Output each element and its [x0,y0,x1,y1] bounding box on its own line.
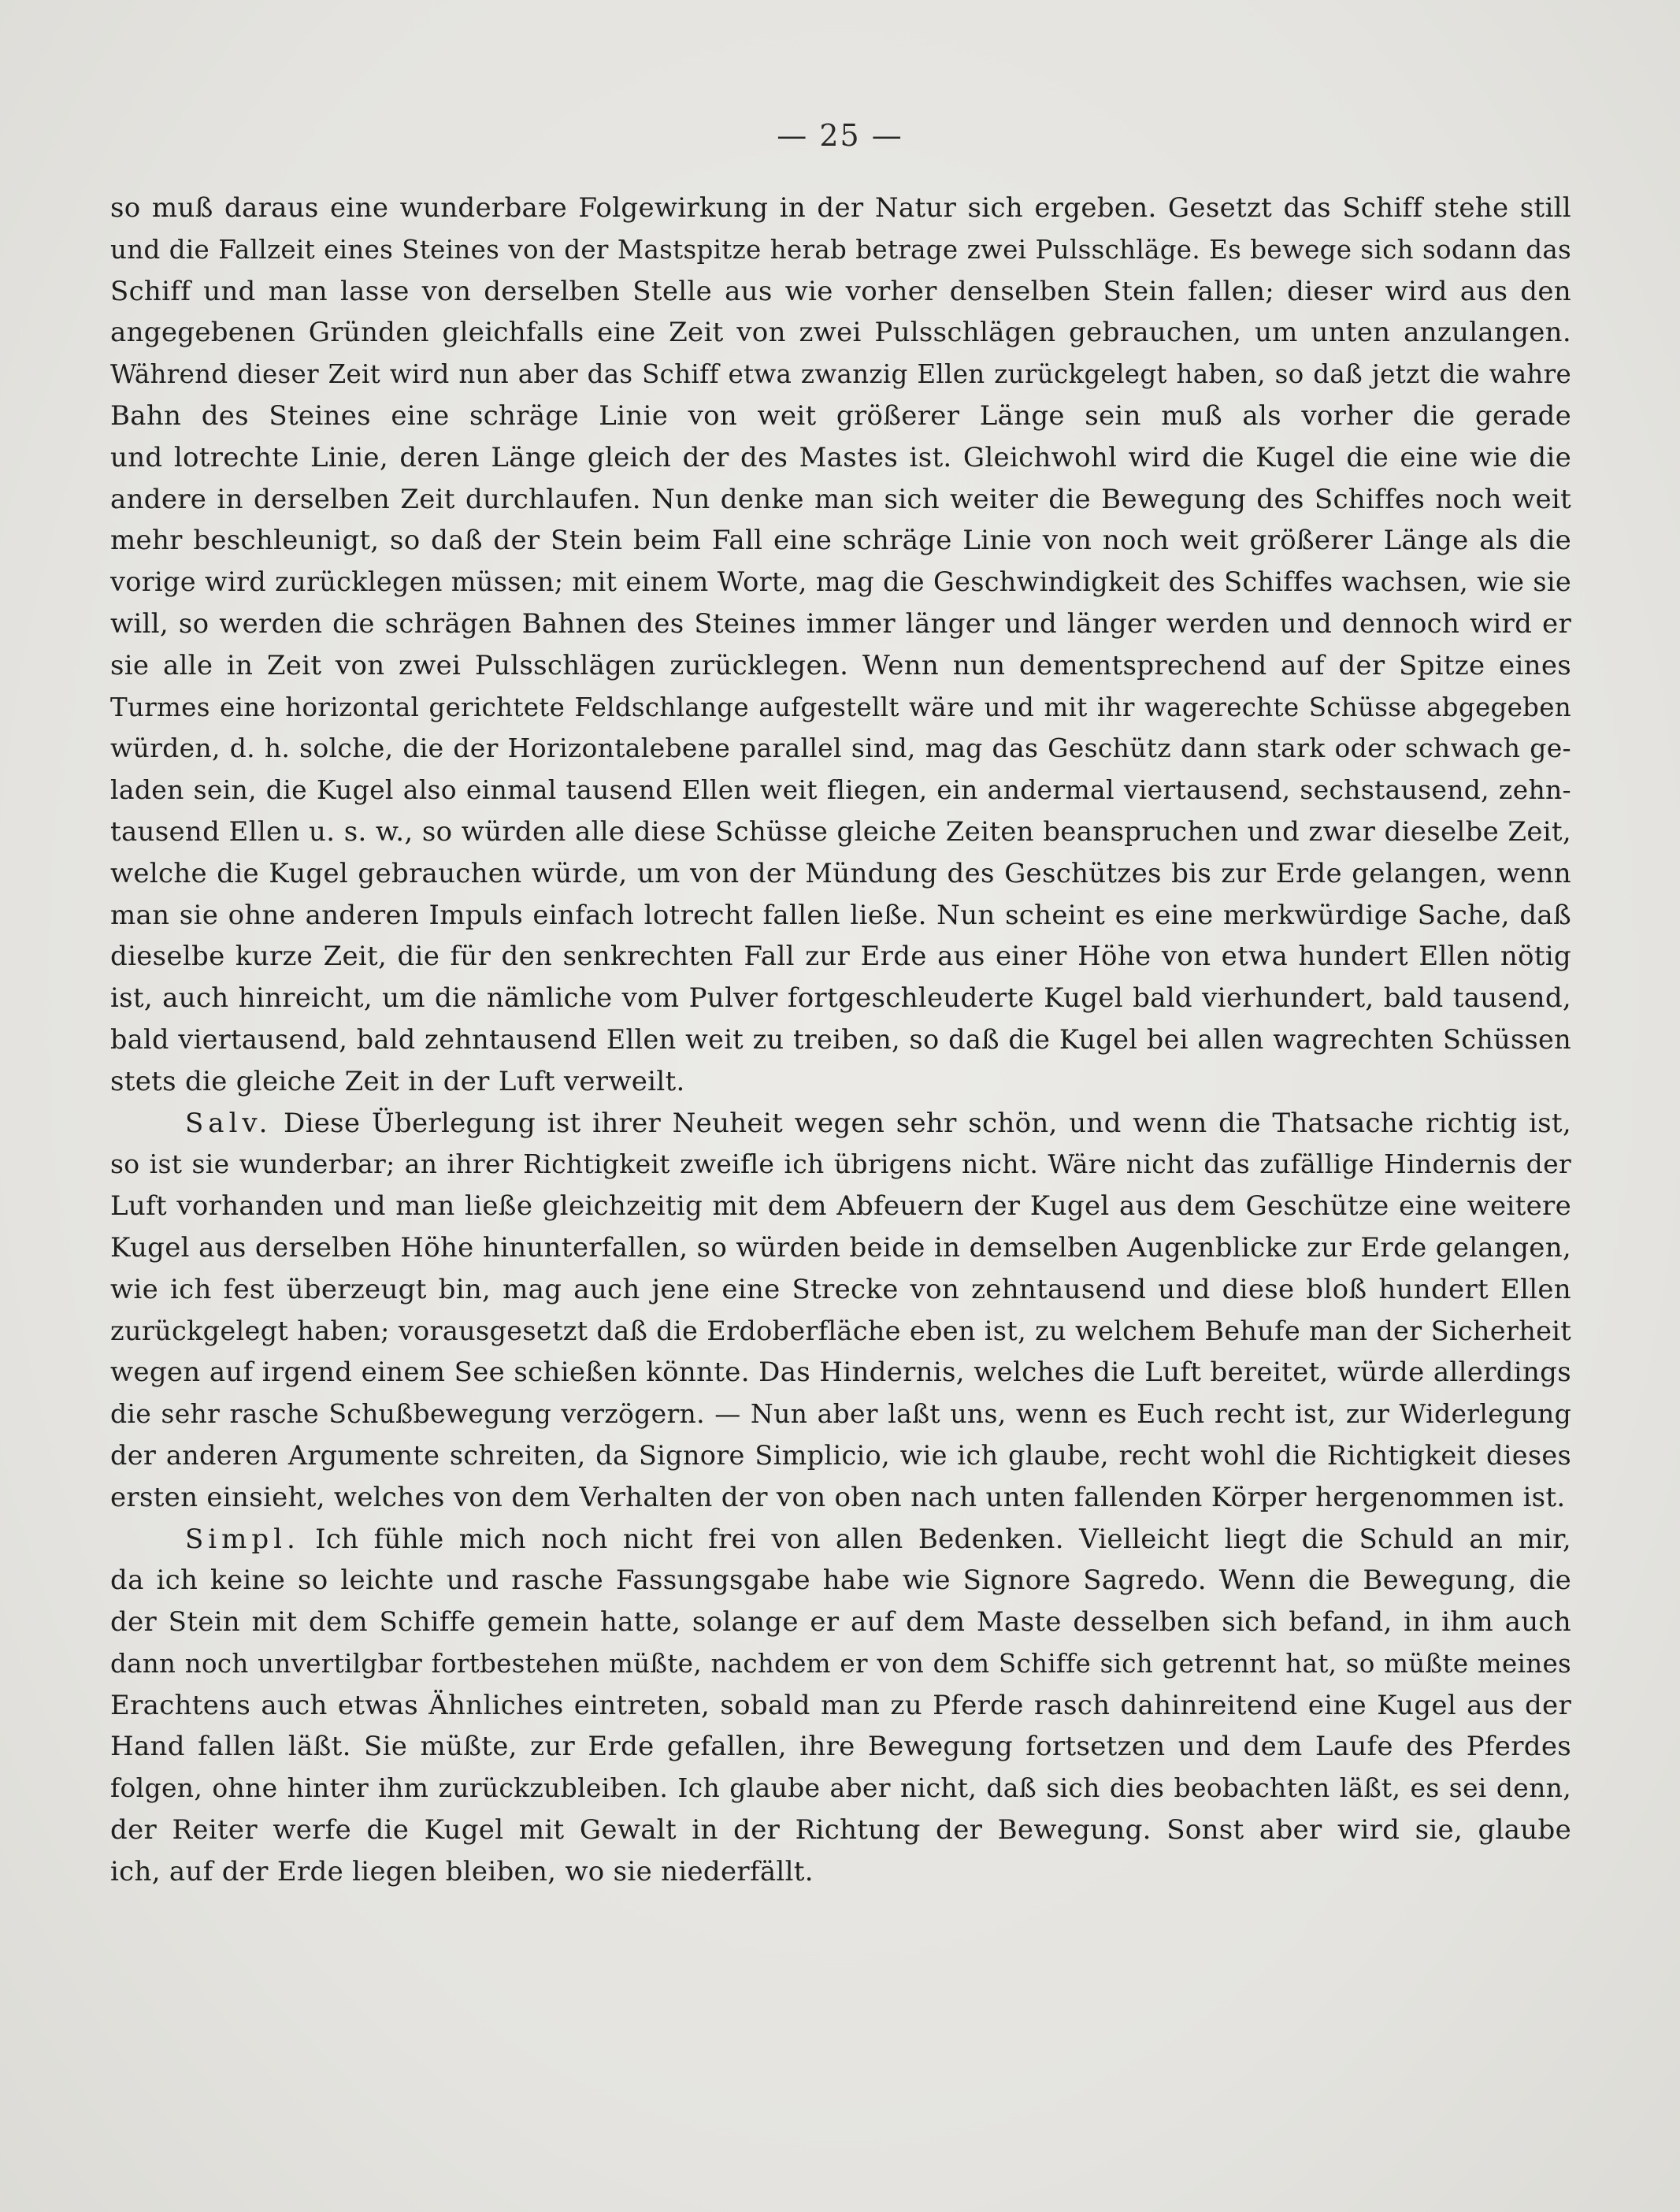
text-line: die sehr rasche Schußbewegung verzögern. — Nun aber laßt uns, wenn es Euch recht ist, zur Widerlegung [110,1398,1571,1430]
text-line: wie ich fest überzeugt bin, mag auch jene eine Strecke von zehntausend und diese bloß hundert Ellen [110,1273,1571,1305]
text-line: wegen auf irgend einem See schießen könnte. Das Hindernis, welches die Luft bereitet, würde allerdings [110,1357,1571,1389]
text-line: sie alle in Zeit von zwei Pulsschlägen zurücklegen. Wenn nun dementsprechend auf der Spitze eines [110,649,1571,681]
text-line: und die Fallzeit eines Steines von der Mastspitze herab betrage zwei Pulsschläge. Es bewege sich sodann das [110,234,1571,265]
page-number: — 25 — [777,118,903,153]
text-line: Kugel aus derselben Höhe hinunterfallen, so würden beide in demselben Augenblicke zur Erde gelangen, [110,1231,1571,1264]
text-line: Turmes eine horizontal gerichtete Feldschlange aufgestellt wäre und mit ihr wagerechte Schüsse abgegeben [110,692,1571,722]
paragraph-simplicio [110,1519,1571,1893]
text-line: ersten einsieht, welches von dem Verhalten der von oben nach unten fallenden Körper hergenommen ist. [110,1481,1566,1513]
text-line: Erachtens auch etwas Ähnliches eintreten, sobald man zu Pferde rasch dahinreitend eine Kugel aus der [110,1689,1571,1721]
text-line [110,1519,1571,1561]
text-line: Bahn des Steines eine schräge Linie von weit größerer Länge sein muß als vorher die gerade [110,399,1571,432]
text-line: dann noch unvertilgbar fortbestehen müßte, nachdem er von dem Schiffe sich getrennt hat, so müßte meines [110,1648,1571,1679]
text-line: Hand fallen läßt. Sie müßte, zur Erde gefallen, ihre Bewegung fortsetzen und dem Laufe des Pferdes [110,1731,1571,1763]
text-line: ich, auf der Erde liegen bleiben, wo sie niederfällt. [110,1855,814,1887]
text-line: laden sein, die Kugel also einmal tausend Ellen weit fliegen, ein andermal viertausend, sechstausend, zehn- [110,774,1571,806]
text-line: würden, d. h. solche, die der Horizontalebene parallel sind, mag das Geschütz dann stark oder schwach ge- [110,733,1571,764]
text-line: der anderen Argumente schreiten, da Signore Simplicio, wie ich glaube, recht wohl die Richtigkeit dieses [110,1439,1571,1471]
text-line: bald viertausend, bald zehntausend Ellen weit zu treiben, so daß die Kugel bei allen wagrechten Schüssen [110,1023,1571,1055]
text-line: angegebenen Gründen gleichfalls eine Zeit von zwei Pulsschlägen gebrauchen, um unten anzulangen. [110,317,1571,349]
speaker-name: Salv. [185,1107,273,1139]
paragraph [110,187,1571,1103]
body-text [110,187,1571,1893]
text-line: der Stein mit dem Schiffe gemein hatte, solange er auf dem Maste desselben sich befand, in ihm auch [110,1606,1571,1639]
paragraph-salviati [110,1103,1571,1519]
text-line: zurückgelegt haben; vorausgesetzt daß die Erdoberfläche eben ist, zu welchem Behufe man der Sicherheit [110,1315,1571,1346]
text-line: will, so werden die schrägen Bahnen des Steines immer länger und länger werden und dennoch wird er [110,607,1571,640]
text-line: so ist sie wunderbar; an ihrer Richtigkeit zweifle ich übrigens nicht. Wäre nicht das zufällige Hindernis der [110,1149,1571,1180]
text-line: da ich keine so leichte und rasche Fassungsgabe habe wie Signore Sagredo. Wenn die Bewegung, die [110,1564,1571,1597]
text-line [110,1103,1571,1145]
text-line: so muß daraus eine wunderbare Folgewirkung in der Natur sich ergeben. Gesetzt das Schiff stehe still [110,192,1571,224]
text-line: Schiff und man lasse von derselben Stelle aus wie vorher denselben Stein fallen; dieser wird aus den [110,275,1571,307]
text-line: Luft vorhanden und man ließe gleichzeitig mit dem Abfeuern der Kugel aus dem Geschütze eine weitere [110,1190,1571,1223]
text-line: welche die Kugel gebrauchen würde, um von der Mündung des Geschützes bis zur Erde gelangen, wenn [110,857,1571,889]
text-line-content: Ich fühle mich noch nicht frei von allen Bedenken. Vielleicht liegt die Schuld an mir, [315,1523,1571,1555]
text-line: der Reiter werfe die Kugel mit Gewalt in der Richtung der Bewegung. Sonst aber wird sie, glaube [110,1814,1571,1846]
text-line: dieselbe kurze Zeit, die für den senkrechten Fall zur Erde aus einer Höhe von etwa hundert Ellen nötig [110,941,1571,973]
speaker-name: Simpl. [185,1523,300,1555]
text-line: folgen, ohne hinter ihm zurückzubleiben. Ich glaube aber nicht, daß sich dies beobachten läßt, es sei denn, [110,1772,1571,1804]
text-line-content: Diese Überlegung ist ihrer Neuheit wegen sehr schön, und wenn die Thatsache richtig ist, [284,1107,1571,1139]
text-line: ist, auch hinreicht, um die nämliche vom Pulver fortgeschleuderte Kugel bald vierhundert, bald tausend, [110,982,1571,1015]
text-line: tausend Ellen u. s. w., so würden alle diese Schüsse gleiche Zeiten beanspruchen und zwar dieselbe Zeit, [110,815,1571,848]
text-line: man sie ohne anderen Impuls einfach lotrecht fallen ließe. Nun scheint es eine merkwürdige Sache, daß [110,899,1571,931]
text-line: vorige wird zurücklegen müssen; mit einem Worte, mag die Geschwindigkeit des Schiffes wachsen, wie sie [110,566,1571,598]
text-line: und lotrechte Linie, deren Länge gleich der des Mastes ist. Gleichwohl wird die Kugel die eine wie die [110,441,1571,473]
text-line: andere in derselben Zeit durchlaufen. Nun denke man sich weiter die Bewegung des Schiffes noch weit [110,483,1571,515]
text-line: mehr beschleunigt, so daß der Stein beim Fall eine schräge Linie von noch weit größerer Länge als die [110,525,1571,557]
text-line: stets die gleiche Zeit in der Luft verweilt. [110,1065,685,1097]
text-line: Während dieser Zeit wird nun aber das Schiff etwa zwanzig Ellen zurückgelegt haben, so daß jetzt die wahre [110,359,1571,390]
